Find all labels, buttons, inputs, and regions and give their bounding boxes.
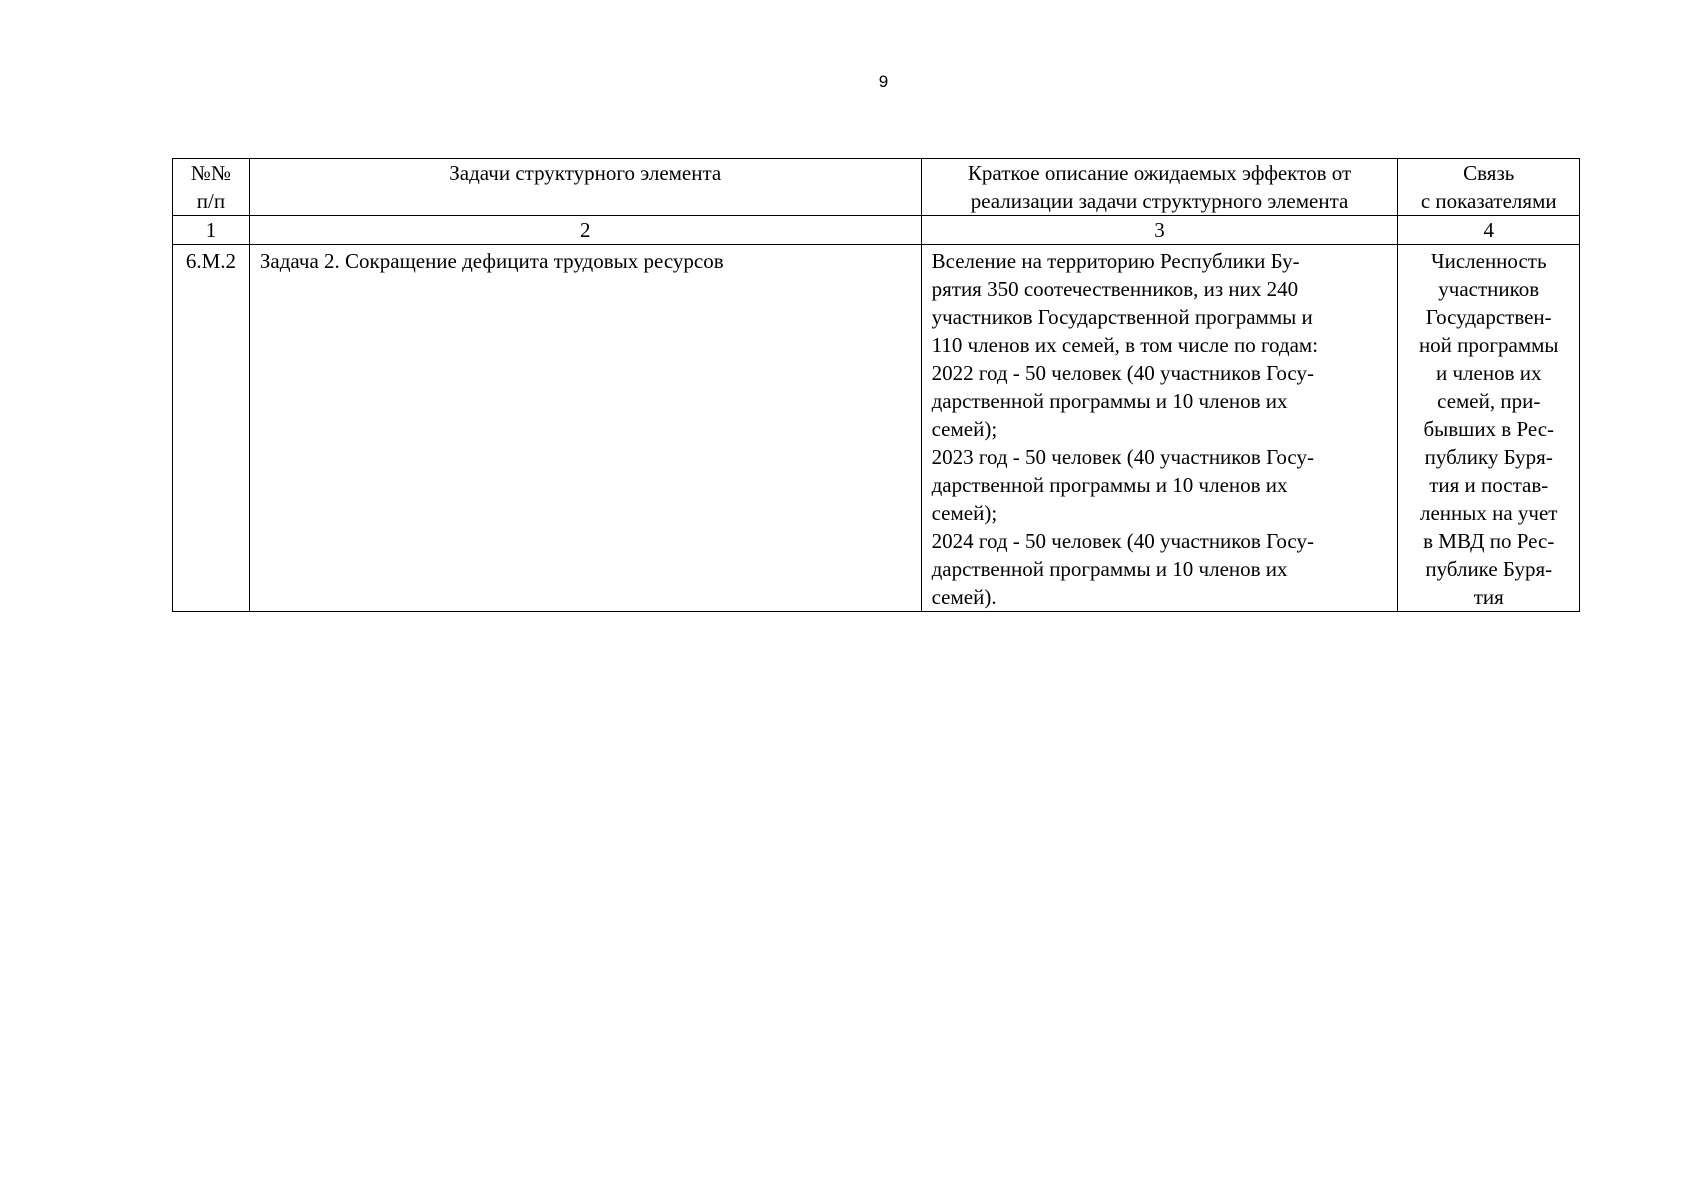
table-row (173, 245, 1580, 612)
column-number-2: 2 (249, 216, 921, 245)
header-tasks: Задачи структурного элемента (249, 159, 921, 216)
header-description: Краткое описание ожидаемых эффектов от реализации задачи структурного элемента (921, 159, 1398, 216)
column-number-1: 1 (173, 216, 250, 245)
column-number-3: 3 (921, 216, 1398, 245)
page-number: 9 (878, 72, 889, 91)
table-header-row (173, 159, 1580, 216)
row-number: 6.М.2 (173, 245, 250, 612)
column-number-row (173, 216, 1580, 245)
row-indicator: Численность участников Государствен- ной программы и членов их семей, при- бывших в Рес- публику Буря- тия и постав- ленных на учет в МВД по Рес- публике Буря- тия (1398, 245, 1580, 612)
structural-element-table (172, 158, 1580, 612)
header-indicators: Связь с показателями (1398, 159, 1580, 216)
row-task: Задача 2. Сокращение дефицита трудовых ресурсов (249, 245, 921, 612)
row-description: Вселение на территорию Республики Бу- рятия 350 соотечественников, из них 240 участников Государственной программы и 110 членов их семей, в том числе по годам: 2022 год - 50 человек (40 участников Госу- дарственной программы и 10 членов их семей); 2023 год - 50 человек (40 участников Госу- дарственной программы и 10 членов их семей); 2024 год - 50 человек (40 участников Госу- дарственной программы и 10 членов их семей). (921, 245, 1398, 612)
column-number-4: 4 (1398, 216, 1580, 245)
header-number: №№ п/п (173, 159, 250, 216)
